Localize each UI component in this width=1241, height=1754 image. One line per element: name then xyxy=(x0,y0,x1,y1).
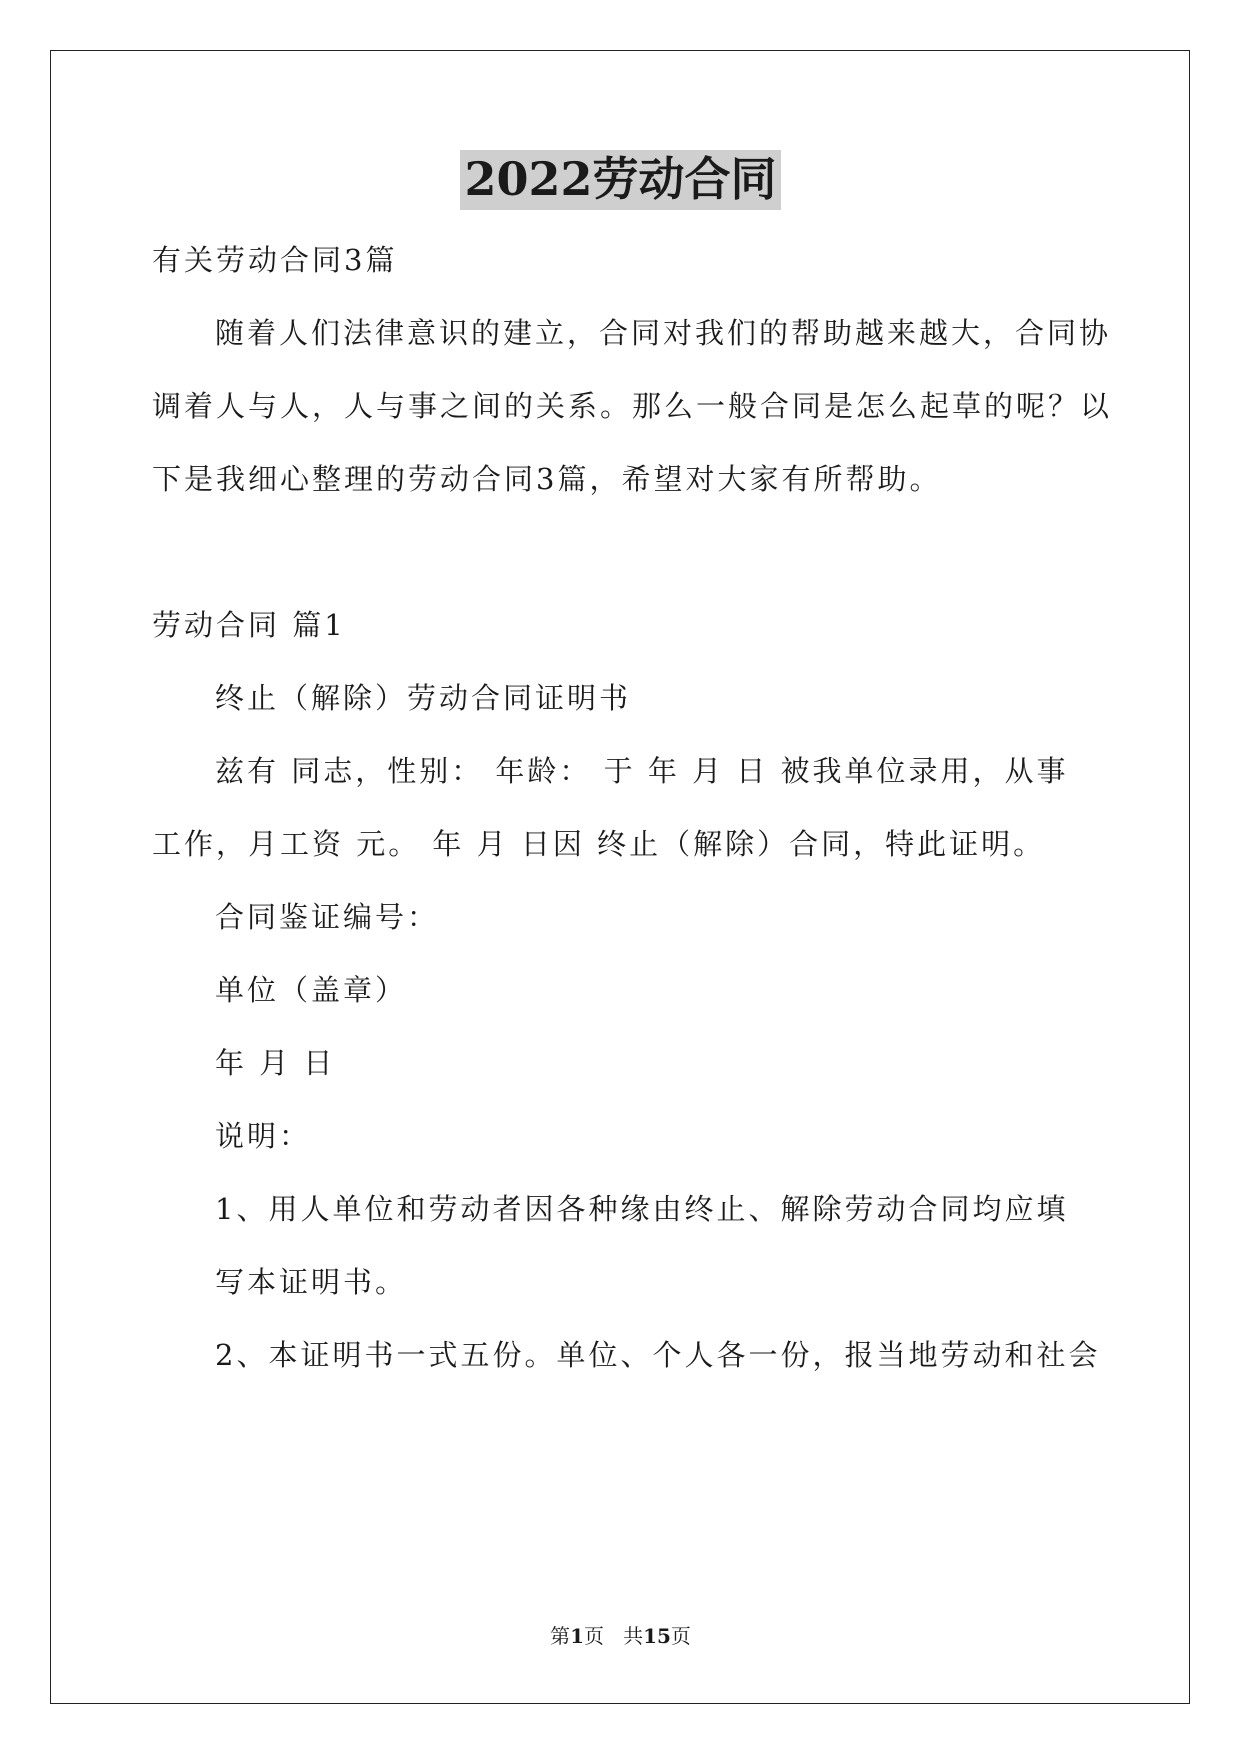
document-title-text: 2022劳动合同 xyxy=(460,150,780,210)
note-1-line-1: 1、用人单位和劳动者因各种缘由终止、解除劳动合同均应填 xyxy=(215,1192,1069,1226)
page-suffix: 页 xyxy=(584,1624,604,1648)
date-placeholder: 年 月 日 xyxy=(215,1046,336,1080)
certification-number-label: 合同鉴证编号： xyxy=(215,900,440,934)
total-suffix: 页 xyxy=(670,1624,691,1648)
page-prefix: 第 xyxy=(550,1624,571,1648)
note-2-line-1: 2、本证明书一式五份。单位、个人各一份，报当地劳动和社会 xyxy=(215,1338,1101,1372)
certificate-body-line-1: 兹有 同志，性别： 年龄： 于 年 月 日 被我单位录用，从事 xyxy=(215,754,1069,788)
page-border xyxy=(50,50,1190,1704)
certificate-title: 终止（解除）劳动合同证明书 xyxy=(215,681,632,715)
intro-paragraph-line-2: 调着人与人，人与事之间的关系。那么一般合同是怎么起草的呢？以 xyxy=(152,389,1113,423)
intro-heading: 有关劳动合同3篇 xyxy=(152,243,398,277)
page-footer xyxy=(0,1624,1241,1648)
unit-seal-label: 单位（盖章） xyxy=(215,973,408,1007)
certificate-body-line-2: 工作，月工资 元。 年 月 日因 终止（解除）合同，特此证明。 xyxy=(152,827,1046,861)
page-number: 1 xyxy=(570,1624,584,1648)
section-heading-1: 劳动合同 篇1 xyxy=(152,608,346,642)
total-prefix: 共 xyxy=(623,1624,644,1648)
intro-paragraph-line-3: 下是我细心整理的劳动合同3篇，希望对大家有所帮助。 xyxy=(152,462,942,496)
notes-label: 说明： xyxy=(215,1119,312,1153)
intro-paragraph-line-1: 随着人们法律意识的建立，合同对我们的帮助越来越大，合同协 xyxy=(215,316,1112,350)
total-pages: 15 xyxy=(643,1624,671,1648)
note-1-line-2: 写本证明书。 xyxy=(215,1265,408,1299)
document-title xyxy=(0,150,1241,210)
